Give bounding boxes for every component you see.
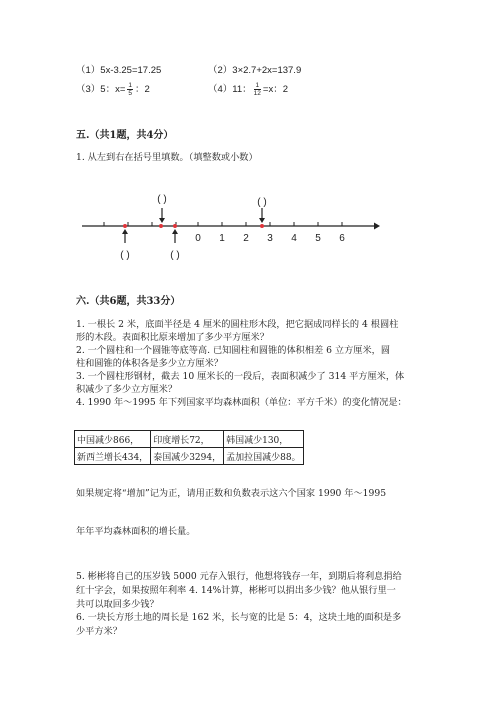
fraction (254, 82, 261, 97)
answer-bracket[interactable]: ( ) (257, 197, 267, 208)
up-arrow-head-icon (172, 229, 178, 234)
question-6-5-line1: 5. 彬彬将自己的压岁钱 5000 元存入银行，他想将钱存一年，到期后将利息捐给 (76, 571, 402, 582)
fraction-numerator: 1 (128, 81, 132, 89)
question-6-2-line2: 柱和圆锥的体积各是多少立方厘米？ (76, 358, 223, 369)
answer-bracket[interactable]: ( ) (170, 250, 180, 261)
question-6-5-line2: 红十字会，如果按照年利率 4. 14%计算，彬彬可以捐出多少钱？他从银行里一 (76, 585, 396, 596)
fraction-numerator: 1 (255, 81, 260, 89)
forest-area-table (74, 430, 304, 465)
answer-bracket[interactable]: ( ) (157, 194, 167, 205)
fraction-denominator: 12 (253, 89, 261, 97)
table-cell: 泰国减少3294， (151, 448, 224, 465)
equation-4 (208, 81, 288, 97)
equation-3 (76, 81, 150, 97)
table-cell: 新西兰增长434， (75, 448, 151, 465)
question-6-1-line2: 形的木段。表面积比原来增加了多少平方厘米？ (76, 332, 269, 343)
tick-label: 0 (195, 233, 201, 244)
question-6-4-line3: 年年平均森林面积的增长量。 (76, 526, 196, 537)
question-5-1: 1. 从左到右在括号里填数。（填整数或小数） (76, 152, 258, 163)
section-5-title: 五.（共1题，共4分） (76, 130, 174, 141)
table-row (75, 448, 304, 465)
question-6-3-line2: 积减少了多少立方厘米？ (76, 384, 178, 395)
equation-3-left: （3）5：x= (76, 84, 126, 95)
down-arrow-head-icon (259, 218, 265, 223)
section-6-title: 六.（共6题，共33分） (76, 296, 181, 307)
fraction-denominator: 5 (128, 89, 132, 97)
table-row (75, 431, 304, 448)
question-6-3-line1: 3. 一个圆柱形钢材，截去 10 厘米长的一段后，表面积减少了 314 平方厘米，体 (76, 371, 405, 382)
point-marker (260, 224, 264, 228)
fraction (127, 82, 133, 97)
question-6-1-line1: 1. 一根长 2 米，底面半径是 4 厘米的圆柱形木段，把它据成同样长的 4 根圆柱 (76, 319, 399, 330)
tick-label: 3 (267, 233, 273, 244)
equation-1: （1）5x-3.25=17.25 (76, 65, 162, 76)
down-arrow-head-icon (159, 218, 165, 223)
question-6-5-line3: 共可以取回多少钱？ (76, 599, 159, 610)
question-6-6-line1: 6. 一块长方形土地的周长是 162 米，长与宽的比是 5：4，这块土地的面积是多 (76, 612, 402, 623)
table-cell: 中国减少866， (75, 431, 151, 448)
question-6-4-line2: 如果规定将“增加”记为正，请用正数和负数表示这六个国家 1990 年～1995 (76, 488, 387, 499)
table-cell: 印度增长72， (151, 431, 224, 448)
up-arrow-head-icon (122, 229, 128, 234)
table-cell: 韩国减少130， (224, 431, 303, 448)
table-cell: 孟加拉国减少88。 (224, 448, 303, 465)
equation-4-left: （4）11： (208, 84, 252, 95)
equation-3-right: ：2 (135, 84, 150, 95)
tick-label: 1 (219, 233, 225, 244)
point-marker (159, 224, 163, 228)
point-marker (123, 224, 127, 228)
equation-2: （2）3×2.7+2x=137.9 (208, 65, 302, 76)
tick-label: 5 (315, 233, 321, 244)
tick-marks (104, 222, 342, 226)
question-6-6-line2: 少平方米？ (76, 626, 122, 637)
number-line (74, 188, 384, 266)
tick-label: 4 (291, 233, 297, 244)
question-6-2-line1: 2. 一个圆柱和一个圆锥等底等高. 已知圆柱和圆锥的体积相差 6 立方厘米，圆 (76, 345, 391, 356)
answer-bracket[interactable]: ( ) (120, 250, 130, 261)
tick-label: 6 (339, 233, 345, 244)
tick-label: 2 (243, 233, 249, 244)
arrow-head-icon (374, 223, 380, 230)
question-6-4-line1: 4. 1990 年～1995 年下列国家平均森林面积（单位：平方千米）的变化情况是： (76, 397, 407, 408)
point-marker (173, 224, 177, 228)
equation-4-right: =x：2 (262, 84, 288, 95)
